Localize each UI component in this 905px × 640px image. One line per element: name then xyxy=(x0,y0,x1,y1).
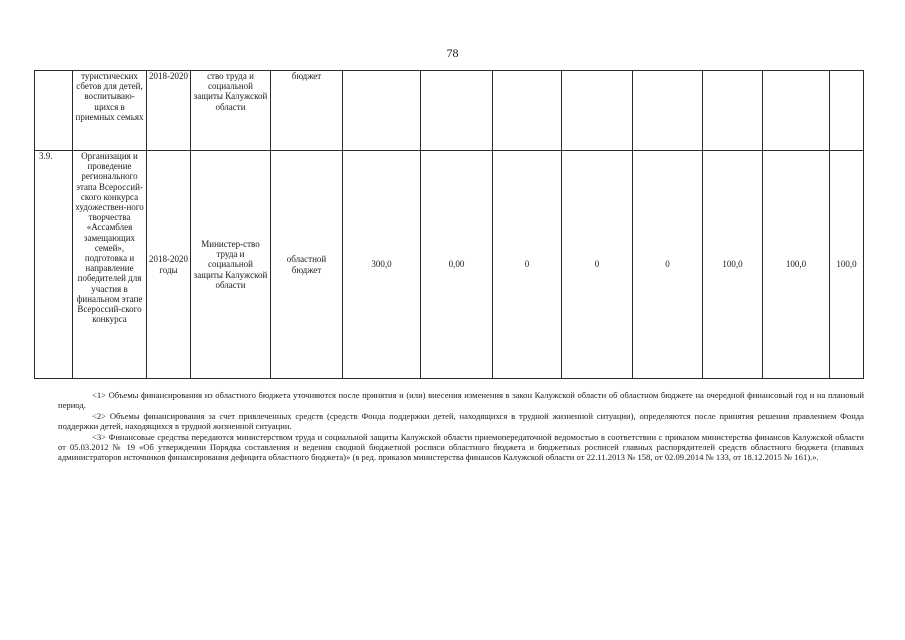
value-cell xyxy=(493,71,562,151)
implementation-period: 2018-2020 xyxy=(147,71,191,151)
funding-source: областной бюджет xyxy=(271,151,343,379)
executor: ство труда и социальной защиты Калужской области xyxy=(191,71,271,151)
value-cell: 100,0 xyxy=(830,151,864,379)
row-number: 3.9. xyxy=(35,151,73,379)
footnotes xyxy=(58,390,864,463)
page-number: 78 xyxy=(446,46,459,60)
value-cell: 100,0 xyxy=(703,151,763,379)
funding-source: бюджет xyxy=(271,71,343,151)
value-cell: 0 xyxy=(493,151,562,379)
value-cell xyxy=(703,71,763,151)
value-cell: 0 xyxy=(562,151,633,379)
measure-name: Организация и проведение регионального этапа Всероссий-ского конкурса художествен-ного творчества «Ассамблея замещающих семей», подготовка и направление победителей для участия в финальном этапе Всероссий-ского конкурса xyxy=(73,151,147,379)
row-number xyxy=(35,71,73,151)
value-cell xyxy=(633,71,703,151)
program-table xyxy=(34,70,864,379)
value-cell xyxy=(562,71,633,151)
value-cell xyxy=(343,71,421,151)
measure-name: туристических сбетов для детей, воспитываю-щихся в приемных семьях xyxy=(73,71,147,151)
value-cell: 100,0 xyxy=(763,151,830,379)
footnote: <1> Объемы финансирования из областного бюджета уточняются после принятия и (или) внесения изменения в закон Калужской области об областном бюджете на очередной финансовый год и на плановый период. xyxy=(58,390,864,411)
value-cell xyxy=(421,71,493,151)
footnote: <3> Финансовые средства передаются министерством труда и социальной защиты Калужской области приемопередаточной ведомостью в соответствии с приказом министерства финансов Калужской области от 05.03.2012 № 19 «Об утверждении Порядка составления и ведения сводной бюджетной росписи областного бюджета и бюджетных росписей главных распорядителей средств областного бюджета (главных администраторов источников финансирования дефицита областного бюджета)» (в ред. приказов министерства финансов Калужской области от 22.11.2013 № 158, от 02.09.2014 № 133, от 18.12.2015 № 161).». xyxy=(58,431,864,463)
value-cell: 0 xyxy=(633,151,703,379)
value-cell: 0,00 xyxy=(421,151,493,379)
table-row xyxy=(35,151,864,379)
value-cell xyxy=(763,71,830,151)
value-cell xyxy=(830,71,864,151)
executor: Министер-ство труда и социальной защиты Калужской области xyxy=(191,151,271,379)
footnote: <2> Объемы финансирования за счет привлеченных средств (средств Фонда поддержки детей, находящихся в трудной жизненной ситуации), определяются после принятия решения правлением Фонда поддержки детей, находящихся в трудной жизненной ситуации. xyxy=(58,410,864,432)
table-row xyxy=(35,71,864,151)
value-cell: 300,0 xyxy=(343,151,421,379)
implementation-period: 2018-2020 годы xyxy=(147,151,191,379)
